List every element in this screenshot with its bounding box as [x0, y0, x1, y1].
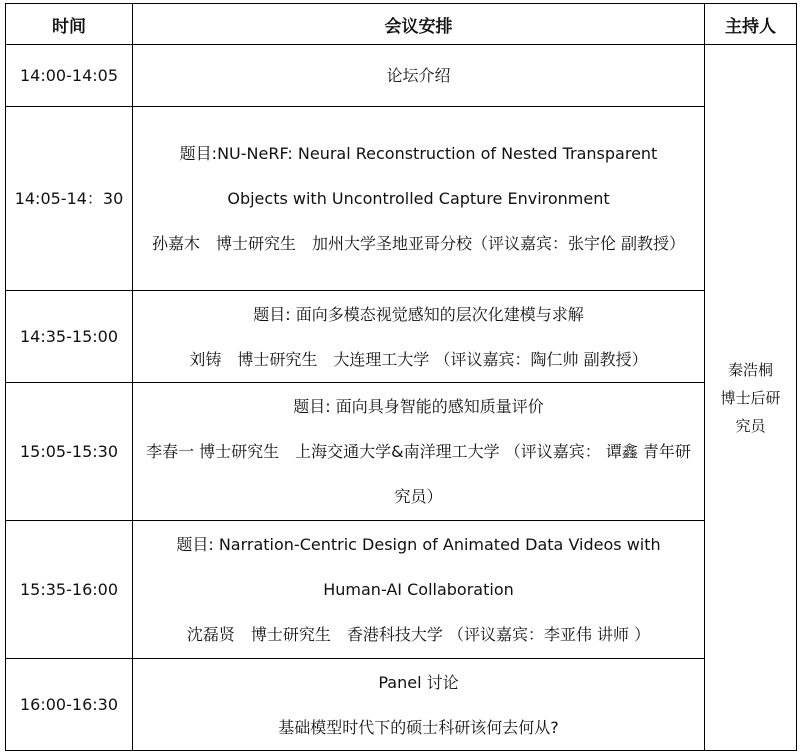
table-row: [6, 383, 797, 521]
time-cell: 15:35-16:00: [6, 521, 133, 659]
header-time: 时间: [6, 4, 133, 45]
talk-title: 题目: Narration-Centric Design of Animated Data Videos with Human-AI Collaboration: [176, 535, 661, 599]
table-row: [6, 107, 797, 291]
schedule-table: [5, 3, 797, 751]
time-cell: 15:05-15:30: [6, 383, 133, 521]
agenda-cell: [133, 291, 705, 383]
time-cell: 14:00-14:05: [6, 45, 133, 107]
panel-label: Panel 讨论: [378, 672, 459, 692]
agenda-cell: [133, 383, 705, 521]
speaker-info: 李春一 博士研究生 上海交通大学&南洋理工大学 （评议嘉宾： 谭鑫 青年研究员）: [146, 442, 691, 506]
time-cell: 16:00-16:30: [6, 659, 133, 751]
agenda-cell: [133, 521, 705, 659]
table-row: [6, 659, 797, 751]
agenda-cell: [133, 107, 705, 291]
header-row: [6, 4, 797, 45]
talk-title: 题目: 面向多模态视觉感知的层次化建模与求解: [253, 304, 584, 324]
speaker-info: 沈磊贤 博士研究生 香港科技大学 （评议嘉宾：李亚伟 讲师 ）: [186, 625, 651, 644]
agenda-cell: [133, 659, 705, 751]
time-cell: 14:05-14：30: [6, 107, 133, 291]
table-row: [6, 45, 797, 107]
host-cell: [705, 45, 797, 751]
agenda-cell: [133, 45, 705, 107]
panel-topic: 基础模型时代下的硕士科研该何去何从?: [278, 717, 559, 737]
table-row: [6, 521, 797, 659]
talk-title: 题目: 面向具身智能的感知质量评价: [293, 397, 544, 416]
header-host: 主持人: [705, 4, 797, 45]
header-schedule: 会议安排: [133, 4, 705, 45]
host-title: 博士后研究员: [720, 388, 781, 435]
talk-title: 题目:NU-NeRF: Neural Reconstruction of Nested Transparent Objects with Uncontrolled Capture Environment: [179, 144, 658, 208]
agenda-line: 论坛介绍: [386, 66, 451, 85]
speaker-info: 刘铸 博士研究生 大连理工大学 （评议嘉宾：陶仁帅 副教授）: [189, 349, 648, 369]
time-cell: 14:35-15:00: [6, 291, 133, 383]
host-name: 秦浩桐: [727, 360, 773, 379]
table-row: [6, 291, 797, 383]
speaker-info: 孙嘉木 博士研究生 加州大学圣地亚哥分校（评议嘉宾：张宇伦 副教授）: [151, 234, 686, 253]
